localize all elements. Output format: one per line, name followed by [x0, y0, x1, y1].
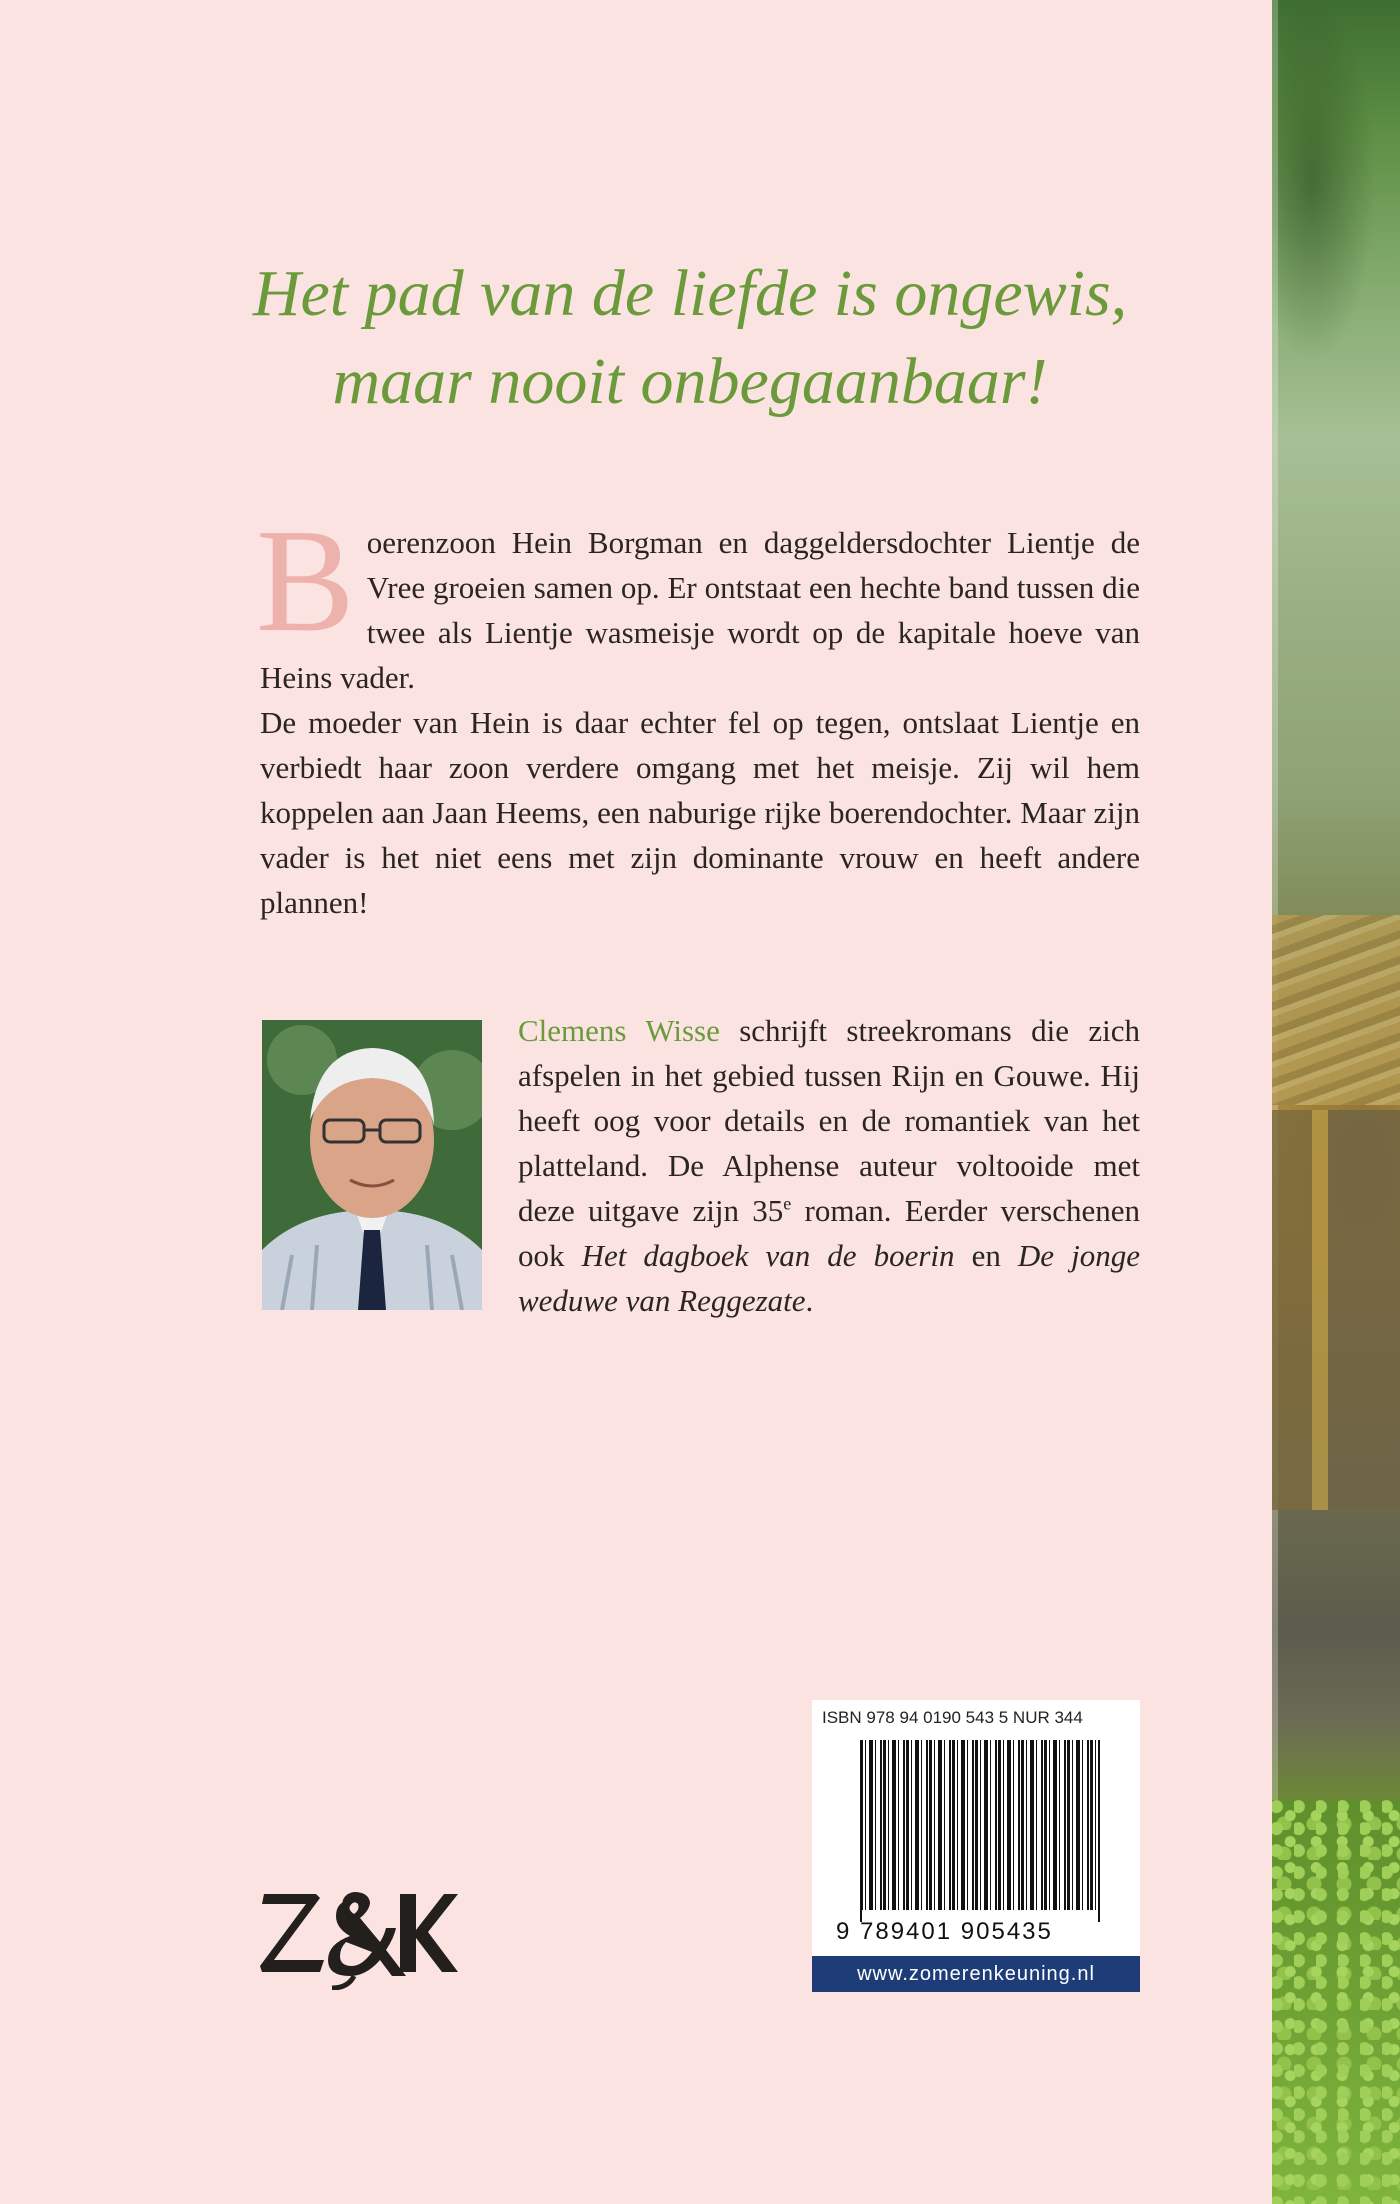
book-title-1: Het dagboek van de boerin	[581, 1238, 955, 1273]
author-bio-text-3: en	[954, 1238, 1018, 1273]
book-blurb	[256, 499, 1140, 925]
tagline-line-2: maar nooit onbegaanbaar!	[332, 345, 1048, 418]
tagline	[240, 250, 1140, 426]
author-bio-text-2: roman. Eerder verschenen ook	[518, 1193, 1140, 1273]
blurb-paragraph-2: De moeder van Hein is daar echter fel op tegen, ontslaat Lientje en verbiedt haar zoon verdere omgang met het meisje. Zij wil hem koppelen aan Jaan Heems, een naburige rijke boerendochter. Maar zijn vader is het niet eens met zijn dominante vrouw en heeft andere plannen!	[260, 705, 1140, 920]
drop-cap: B	[256, 499, 355, 663]
ordinal-superscript: e	[783, 1193, 792, 1214]
barcode-digits: 9 789401 905435	[836, 1918, 1053, 1945]
author-photo	[262, 1020, 482, 1310]
tagline-line-1: Het pad van de liefde is ongewis,	[252, 257, 1128, 330]
barcode-bars	[860, 1740, 1100, 1910]
book-title-2: De jonge weduwe van Reggezate	[518, 1238, 1140, 1318]
author-bio	[518, 1008, 1140, 1323]
author-name: Clemens Wisse	[518, 1013, 720, 1048]
cover-photo-spine	[1272, 0, 1400, 2204]
author-bio-text-4: .	[805, 1283, 814, 1318]
spine-wall-detail	[1272, 1110, 1400, 1510]
spine-roof-detail	[1272, 915, 1400, 1105]
barcode-guard-right	[1098, 1740, 1100, 1922]
blurb-paragraph-1-text: oerenzoon Hein Borgman en daggeldersdochter Lientje de Vree groeien samen op. Er ontstaat een hechte band tussen die twee als Lientje wasmeisje wordt op de kapitale hoeve van Heins vader.	[260, 525, 1140, 695]
author-bio-text-1: schrijft streekromans die zich afspelen in het gebied tussen Rijn en Gouwe. Hij heeft oog voor details en de romantiek van het platteland. De Alphense auteur voltooide met deze uitgave zijn 35	[518, 1013, 1140, 1228]
barcode-label	[812, 1700, 1140, 1992]
spine-duckweed-detail	[1272, 1800, 1400, 2204]
blurb-paragraph-1	[256, 499, 1140, 700]
publisher-logo	[258, 1880, 458, 1990]
isbn-nur-line: ISBN 978 94 0190 543 5 NUR 344	[822, 1708, 1083, 1727]
publisher-url[interactable]: www.zomerenkeuning.nl	[812, 1956, 1140, 1992]
